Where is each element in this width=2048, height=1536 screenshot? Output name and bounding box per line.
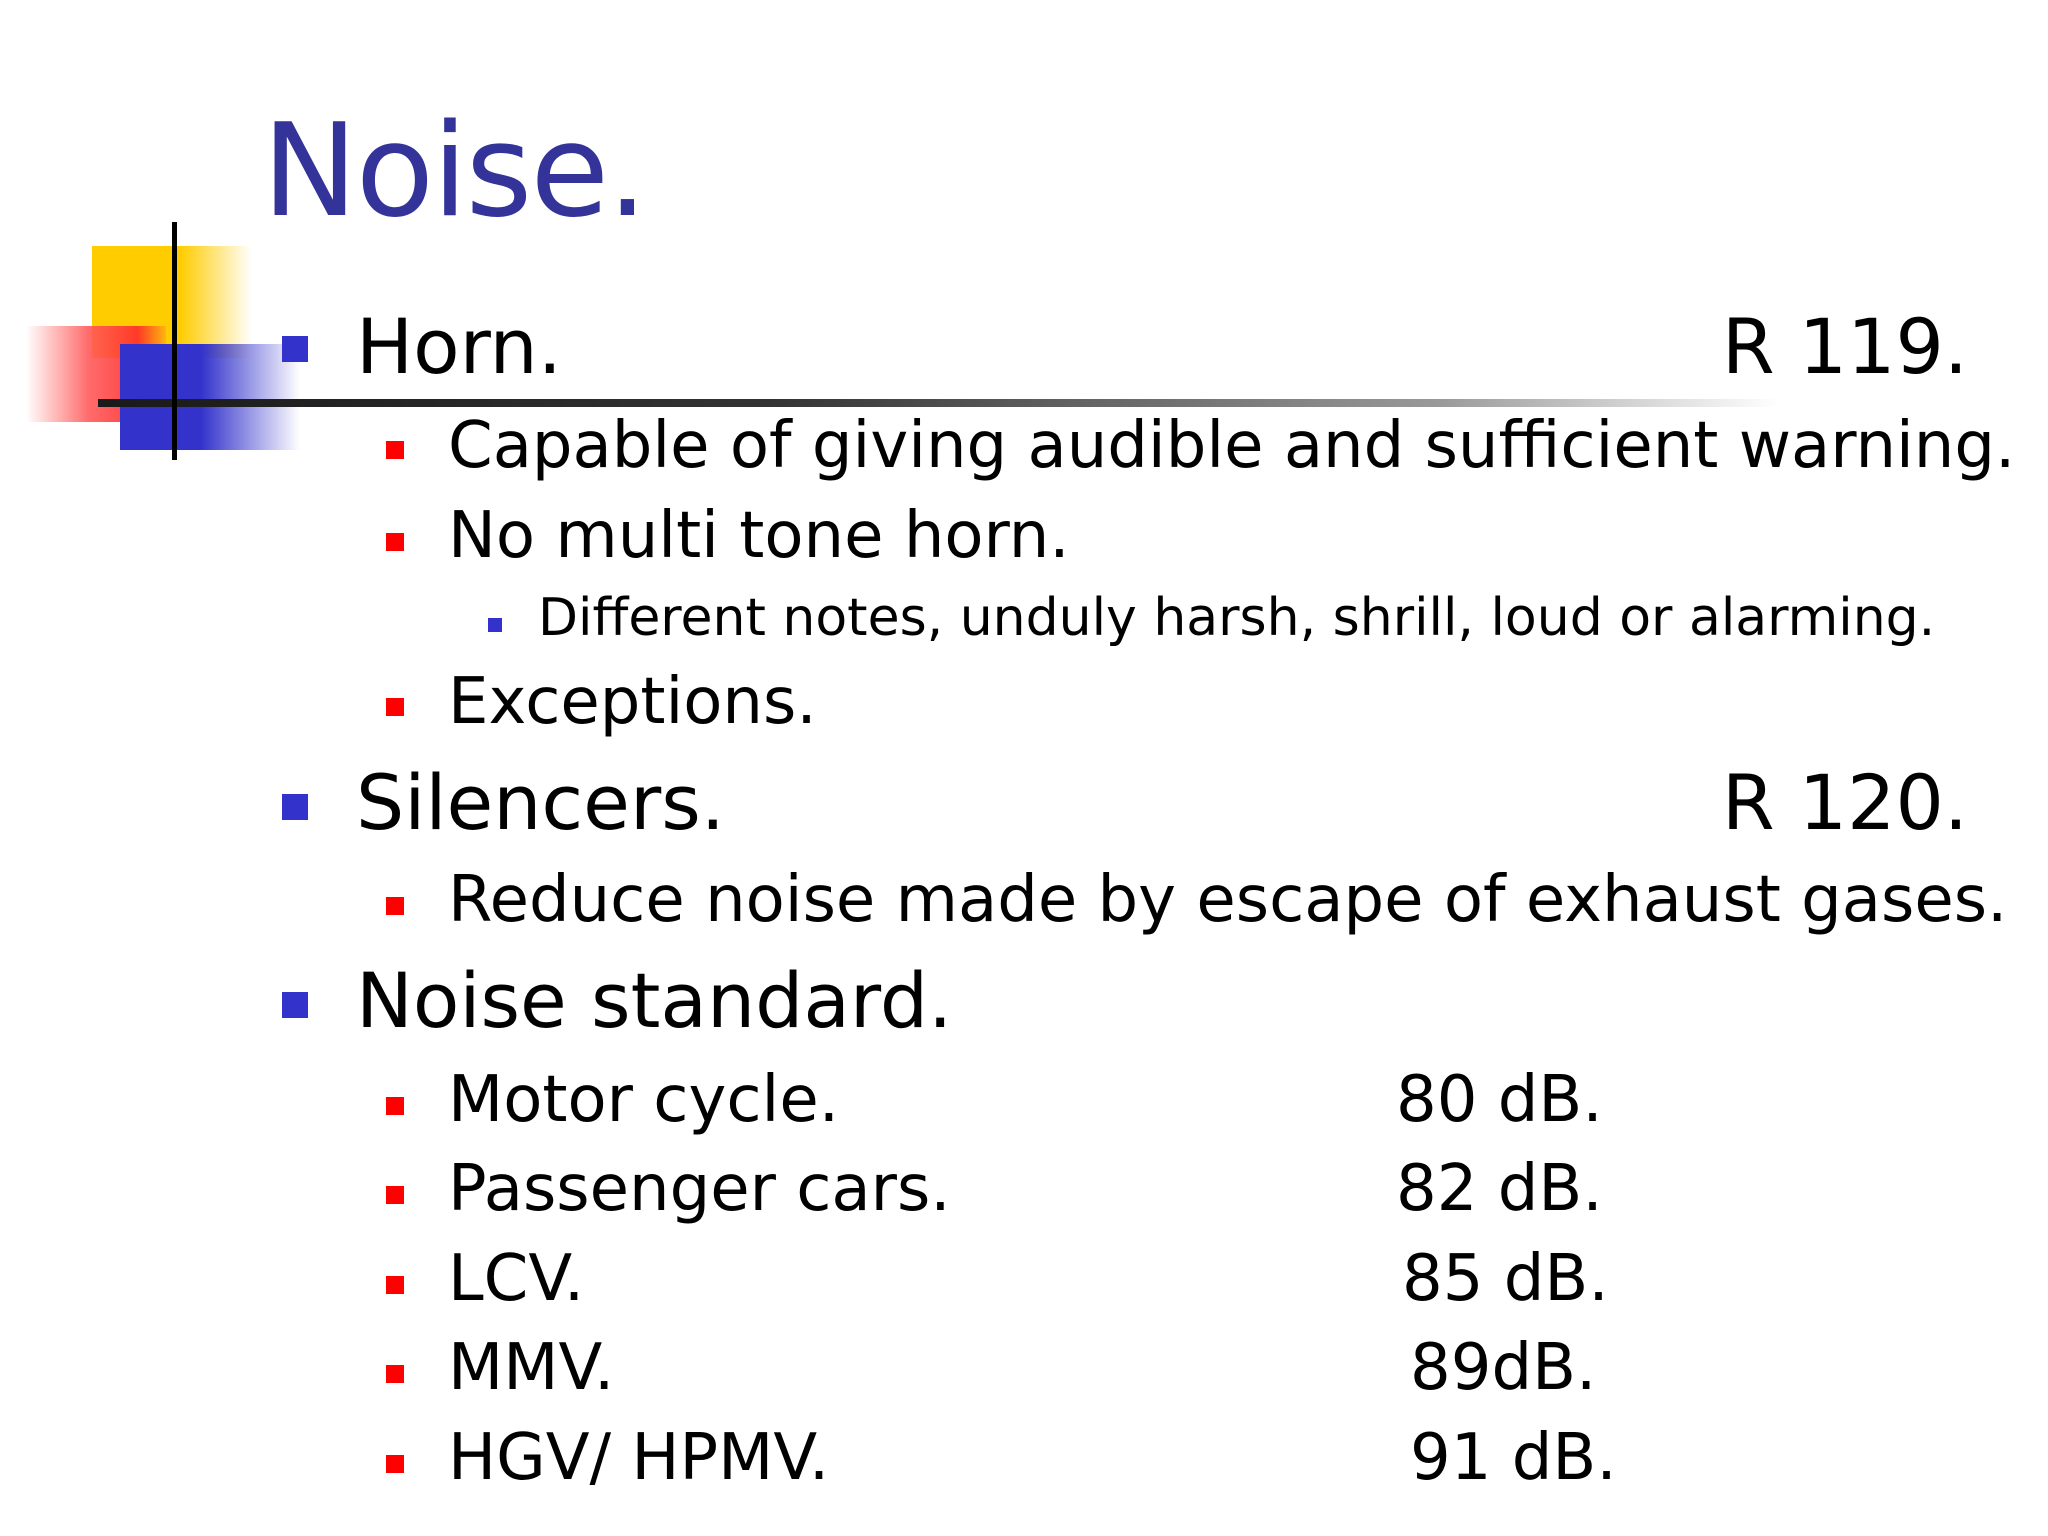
section-horn-reference: R 119.	[1721, 302, 1968, 391]
bullet-square-icon	[488, 618, 502, 632]
noise-row-value: 89dB.	[1410, 1331, 1597, 1405]
noise-row-vehicle: Passenger cars.	[448, 1152, 951, 1226]
decorative-vertical-rule	[172, 222, 177, 460]
horn-item-no-multi-tone-detail: Different notes, unduly harsh, shrill, loud or alarming.	[538, 588, 1936, 648]
bullet-square-icon	[386, 533, 404, 551]
bullet-square-icon	[282, 336, 308, 362]
bullet-square-icon	[386, 1186, 404, 1204]
decorative-blue-square	[120, 344, 300, 450]
decorative-horizontal-rule	[98, 399, 1778, 407]
noise-row-vehicle: LCV.	[448, 1242, 585, 1316]
bullet-square-icon	[282, 992, 308, 1018]
noise-row-vehicle: HGV/ HPMV.	[448, 1421, 830, 1495]
bullet-square-icon	[386, 441, 404, 459]
slide-title: Noise.	[262, 97, 646, 246]
noise-row-value: 91 dB.	[1410, 1421, 1617, 1495]
bullet-square-icon	[386, 1276, 404, 1294]
noise-row-vehicle: Motor cycle.	[448, 1063, 840, 1137]
bullet-square-icon	[386, 1365, 404, 1383]
bullet-square-icon	[386, 1455, 404, 1473]
bullet-square-icon	[386, 1097, 404, 1115]
horn-item-capable: Capable of giving audible and sufficient warning.	[448, 409, 2016, 483]
silencers-item-reduce: Reduce noise made by escape of exhaust gases.	[448, 863, 2008, 937]
bullet-square-icon	[386, 897, 404, 915]
horn-item-exceptions: Exceptions.	[448, 665, 817, 739]
section-noise-standard-label: Noise standard.	[356, 956, 953, 1045]
noise-row-value: 85 dB.	[1402, 1242, 1609, 1316]
bullet-square-icon	[282, 794, 308, 820]
bullet-square-icon	[386, 698, 404, 716]
noise-row-value: 82 dB.	[1396, 1152, 1603, 1226]
noise-row-value: 80 dB.	[1396, 1063, 1603, 1137]
section-silencers-label: Silencers.	[356, 758, 725, 847]
noise-row-vehicle: MMV.	[448, 1331, 615, 1405]
section-horn-label: Horn.	[356, 302, 562, 391]
horn-item-no-multi-tone: No multi tone horn.	[448, 499, 1070, 573]
section-silencers-reference: R 120.	[1721, 758, 1968, 847]
